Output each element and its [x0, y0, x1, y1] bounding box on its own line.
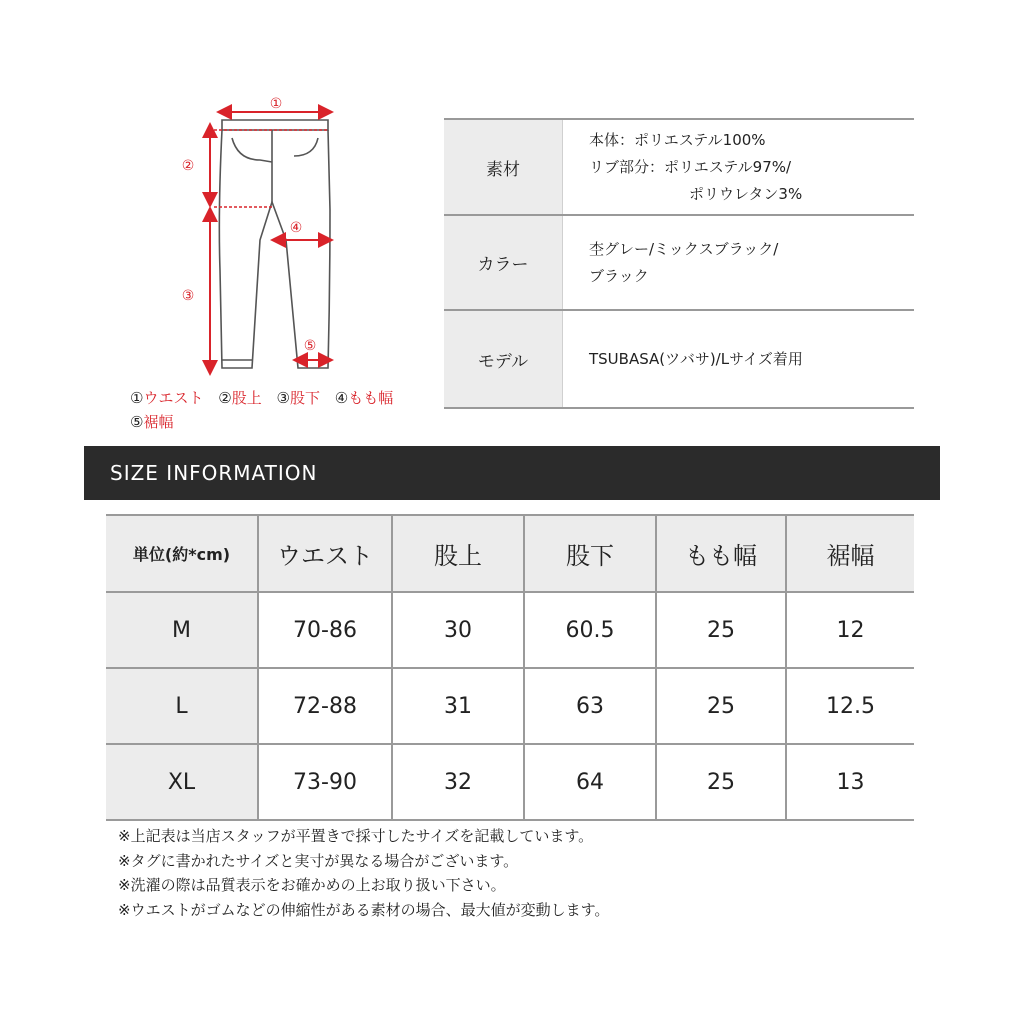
spec-row-material	[444, 120, 914, 216]
measurement-lines	[210, 112, 326, 368]
legend-num-3: ③	[276, 389, 290, 407]
header-unit: 単位(約*cm)	[106, 515, 258, 592]
legend-num-5: ⑤	[130, 413, 144, 431]
marker-thigh: ④	[289, 220, 303, 236]
spec-value-model	[563, 311, 803, 407]
spec-head-model: モデル	[444, 311, 563, 407]
spec-value-material	[563, 120, 802, 214]
size-information-header: SIZE INFORMATION	[84, 446, 940, 500]
table-cell: 25	[656, 668, 786, 744]
header-thigh: もも幅	[656, 515, 786, 592]
note-line: ※洗濯の際は品質表示をお確かめの上お取り扱い下さい。	[118, 876, 506, 894]
note-line: ※上記表は当店スタッフが平置きで採寸したサイズを記載しています。	[118, 827, 594, 845]
spec-row-model	[444, 311, 914, 409]
table-cell: 12.5	[786, 668, 914, 744]
spec-material-line: 本体：ポリエステル100%	[589, 130, 766, 149]
table-cell: 32	[392, 744, 524, 820]
table-cell: 70-86	[258, 592, 392, 668]
table-cell: 64	[524, 744, 656, 820]
legend-num-1: ①	[130, 389, 144, 407]
pants-outline	[219, 120, 330, 368]
legend-num-4: ④	[334, 389, 349, 407]
header-rise: 股上	[392, 515, 524, 592]
size-label: M	[106, 592, 258, 668]
table-cell: 25	[656, 592, 786, 668]
spec-value-color	[563, 216, 778, 309]
marker-hem: ⑤	[303, 338, 317, 354]
table-cell: 13	[786, 744, 914, 820]
marker-rise: ②	[181, 158, 195, 174]
spec-color-line: 杢グレー/ミックスブラック/	[589, 239, 779, 258]
size-label: XL	[106, 744, 258, 820]
marker-waist: ①	[269, 96, 283, 112]
legend-thigh: もも幅	[348, 389, 394, 407]
table-cell: 72-88	[258, 668, 392, 744]
legend-inseam: 股下	[289, 389, 320, 407]
marker-inseam: ③	[181, 288, 195, 304]
size-table	[106, 514, 914, 821]
header-hem: 裾幅	[786, 515, 914, 592]
legend-num-2: ②	[218, 389, 232, 407]
size-notes	[118, 824, 609, 922]
table-row	[106, 668, 914, 744]
spec-material-line: ポリウレタン3%	[689, 184, 803, 203]
table-cell: 31	[392, 668, 524, 744]
legend-hem: 裾幅	[143, 413, 174, 431]
note-line: ※タグに書かれたサイズと実寸が異なる場合がございます。	[118, 851, 519, 870]
diagram-legend	[130, 386, 403, 434]
legend-rise: 股上	[231, 389, 262, 407]
table-cell: 12	[786, 592, 914, 668]
note-line: ※ウエストがゴムなどの伸縮性がある素材の場合、最大値が変動します。	[118, 900, 610, 919]
table-cell: 63	[524, 668, 656, 744]
table-cell: 73-90	[258, 744, 392, 820]
pants-measurement-diagram	[110, 90, 430, 390]
table-cell: 25	[656, 744, 786, 820]
spec-color-line: ブラック	[589, 266, 649, 285]
spec-row-color	[444, 216, 914, 311]
size-table-header-row	[106, 515, 914, 592]
header-waist: ウエスト	[258, 515, 392, 592]
spec-head-material: 素材	[444, 120, 563, 214]
size-label: L	[106, 668, 258, 744]
header-inseam: 股下	[524, 515, 656, 592]
product-spec-table	[444, 118, 914, 409]
table-row	[106, 592, 914, 668]
table-cell: 30	[392, 592, 524, 668]
table-cell: 60.5	[524, 592, 656, 668]
spec-model-line: TSUBASA(ツバサ)/Lサイズ着用	[589, 349, 803, 368]
pants-illustration	[110, 90, 430, 390]
spec-head-color: カラー	[444, 216, 563, 309]
table-row	[106, 744, 914, 820]
legend-waist: ウエスト	[143, 389, 204, 407]
spec-material-line: リブ部分：ポリエステル97%/	[589, 157, 792, 176]
